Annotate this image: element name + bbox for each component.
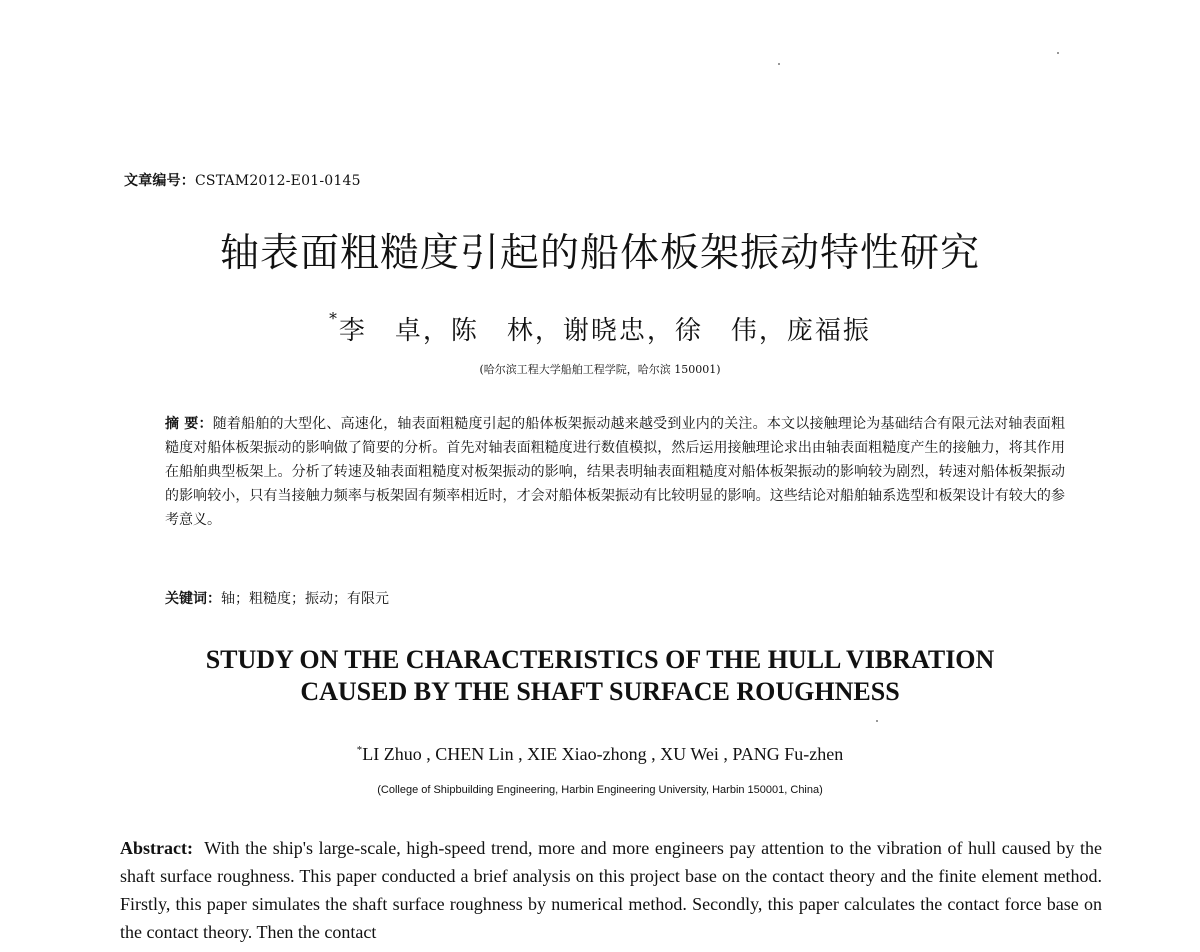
english-abstract-text: With the ship's large-scale, high-speed trend, more and more engineers pay attention to the vibration of hull caused by the shaft surface roughness. This paper conducted a brief analysis on this project base on the contact theory and the finite element method. Firstly, this paper simulates the shaft surface roughness by numerical method. Secondly, this paper calculates the contact force base on the contact theory. Then the contact: [120, 838, 1102, 942]
chinese-affiliation: (哈尔滨工程大学船舶工程学院，哈尔滨 150001): [479, 363, 721, 376]
english-author-list: LI Zhuo , CHEN Lin , XIE Xiao-zhong , XU Wei , PANG Fu-zhen: [362, 744, 844, 764]
chinese-abstract-text: 随着船舶的大型化、高速化，轴表面粗糙度引起的船体板架振动越来越受到业内的关注。本文以接触理论为基础结合有限元法对轴表面粗糙度对船体板架振动的影响做了简要的分析。首先对轴表面粗糙度进行数值模拟，然后运用接触理论求出由轴表面粗糙度产生的接触力，将其作用在船舶典型板架上。分析了转速及轴表面粗糙度对板架振动的影响，结果表明轴表面粗糙度对船体板架振动的影响较为剧烈，转速对船体板架振动的影响较小，只有当接触力频率与板架固有频率相近时，才会对船体板架振动有比较明显的影响。这些结论对船舶轴系选型和板架设计有较大的参考意义。: [165, 416, 1066, 528]
chinese-keywords-label: 关键词：: [165, 591, 221, 607]
chinese-authors: [0, 310, 1200, 347]
article-number-value: CSTAM2012-E01-0145: [195, 173, 361, 189]
corresponding-author-marker-en: *: [356, 744, 363, 756]
english-affiliation: (College of Shipbuilding Engineering, Harbin Engineering University, Harbin 150001, China): [377, 784, 823, 796]
chinese-title: 轴表面粗糙度引起的船体板架振动特性研究: [219, 231, 980, 276]
article-number: [124, 170, 361, 190]
english-title-line-1: STUDY ON THE CHARACTERISTICS OF THE HULL VIBRATION: [205, 645, 995, 674]
chinese-keywords-text: 轴；粗糙度；振动；有限元: [221, 591, 389, 607]
scan-speck: [876, 720, 878, 722]
corresponding-author-marker: *: [329, 310, 339, 328]
english-abstract: [120, 834, 1102, 946]
english-abstract-label: Abstract:: [120, 838, 193, 858]
chinese-abstract-label: 摘 要：: [165, 416, 213, 432]
english-title-line-2: CAUSED BY THE SHAFT SURFACE ROUGHNESS: [300, 677, 900, 706]
chinese-abstract: [165, 412, 1065, 532]
english-authors: [0, 744, 1200, 765]
article-number-label: 文章编号：: [124, 173, 195, 189]
english-title: [0, 644, 1200, 708]
scan-speck: [778, 63, 780, 65]
scan-speck: [1057, 52, 1059, 54]
chinese-keywords: [165, 588, 389, 608]
chinese-author-list: 李 卓，陈 林，谢晓忠，徐 伟，庞福振: [338, 316, 871, 346]
